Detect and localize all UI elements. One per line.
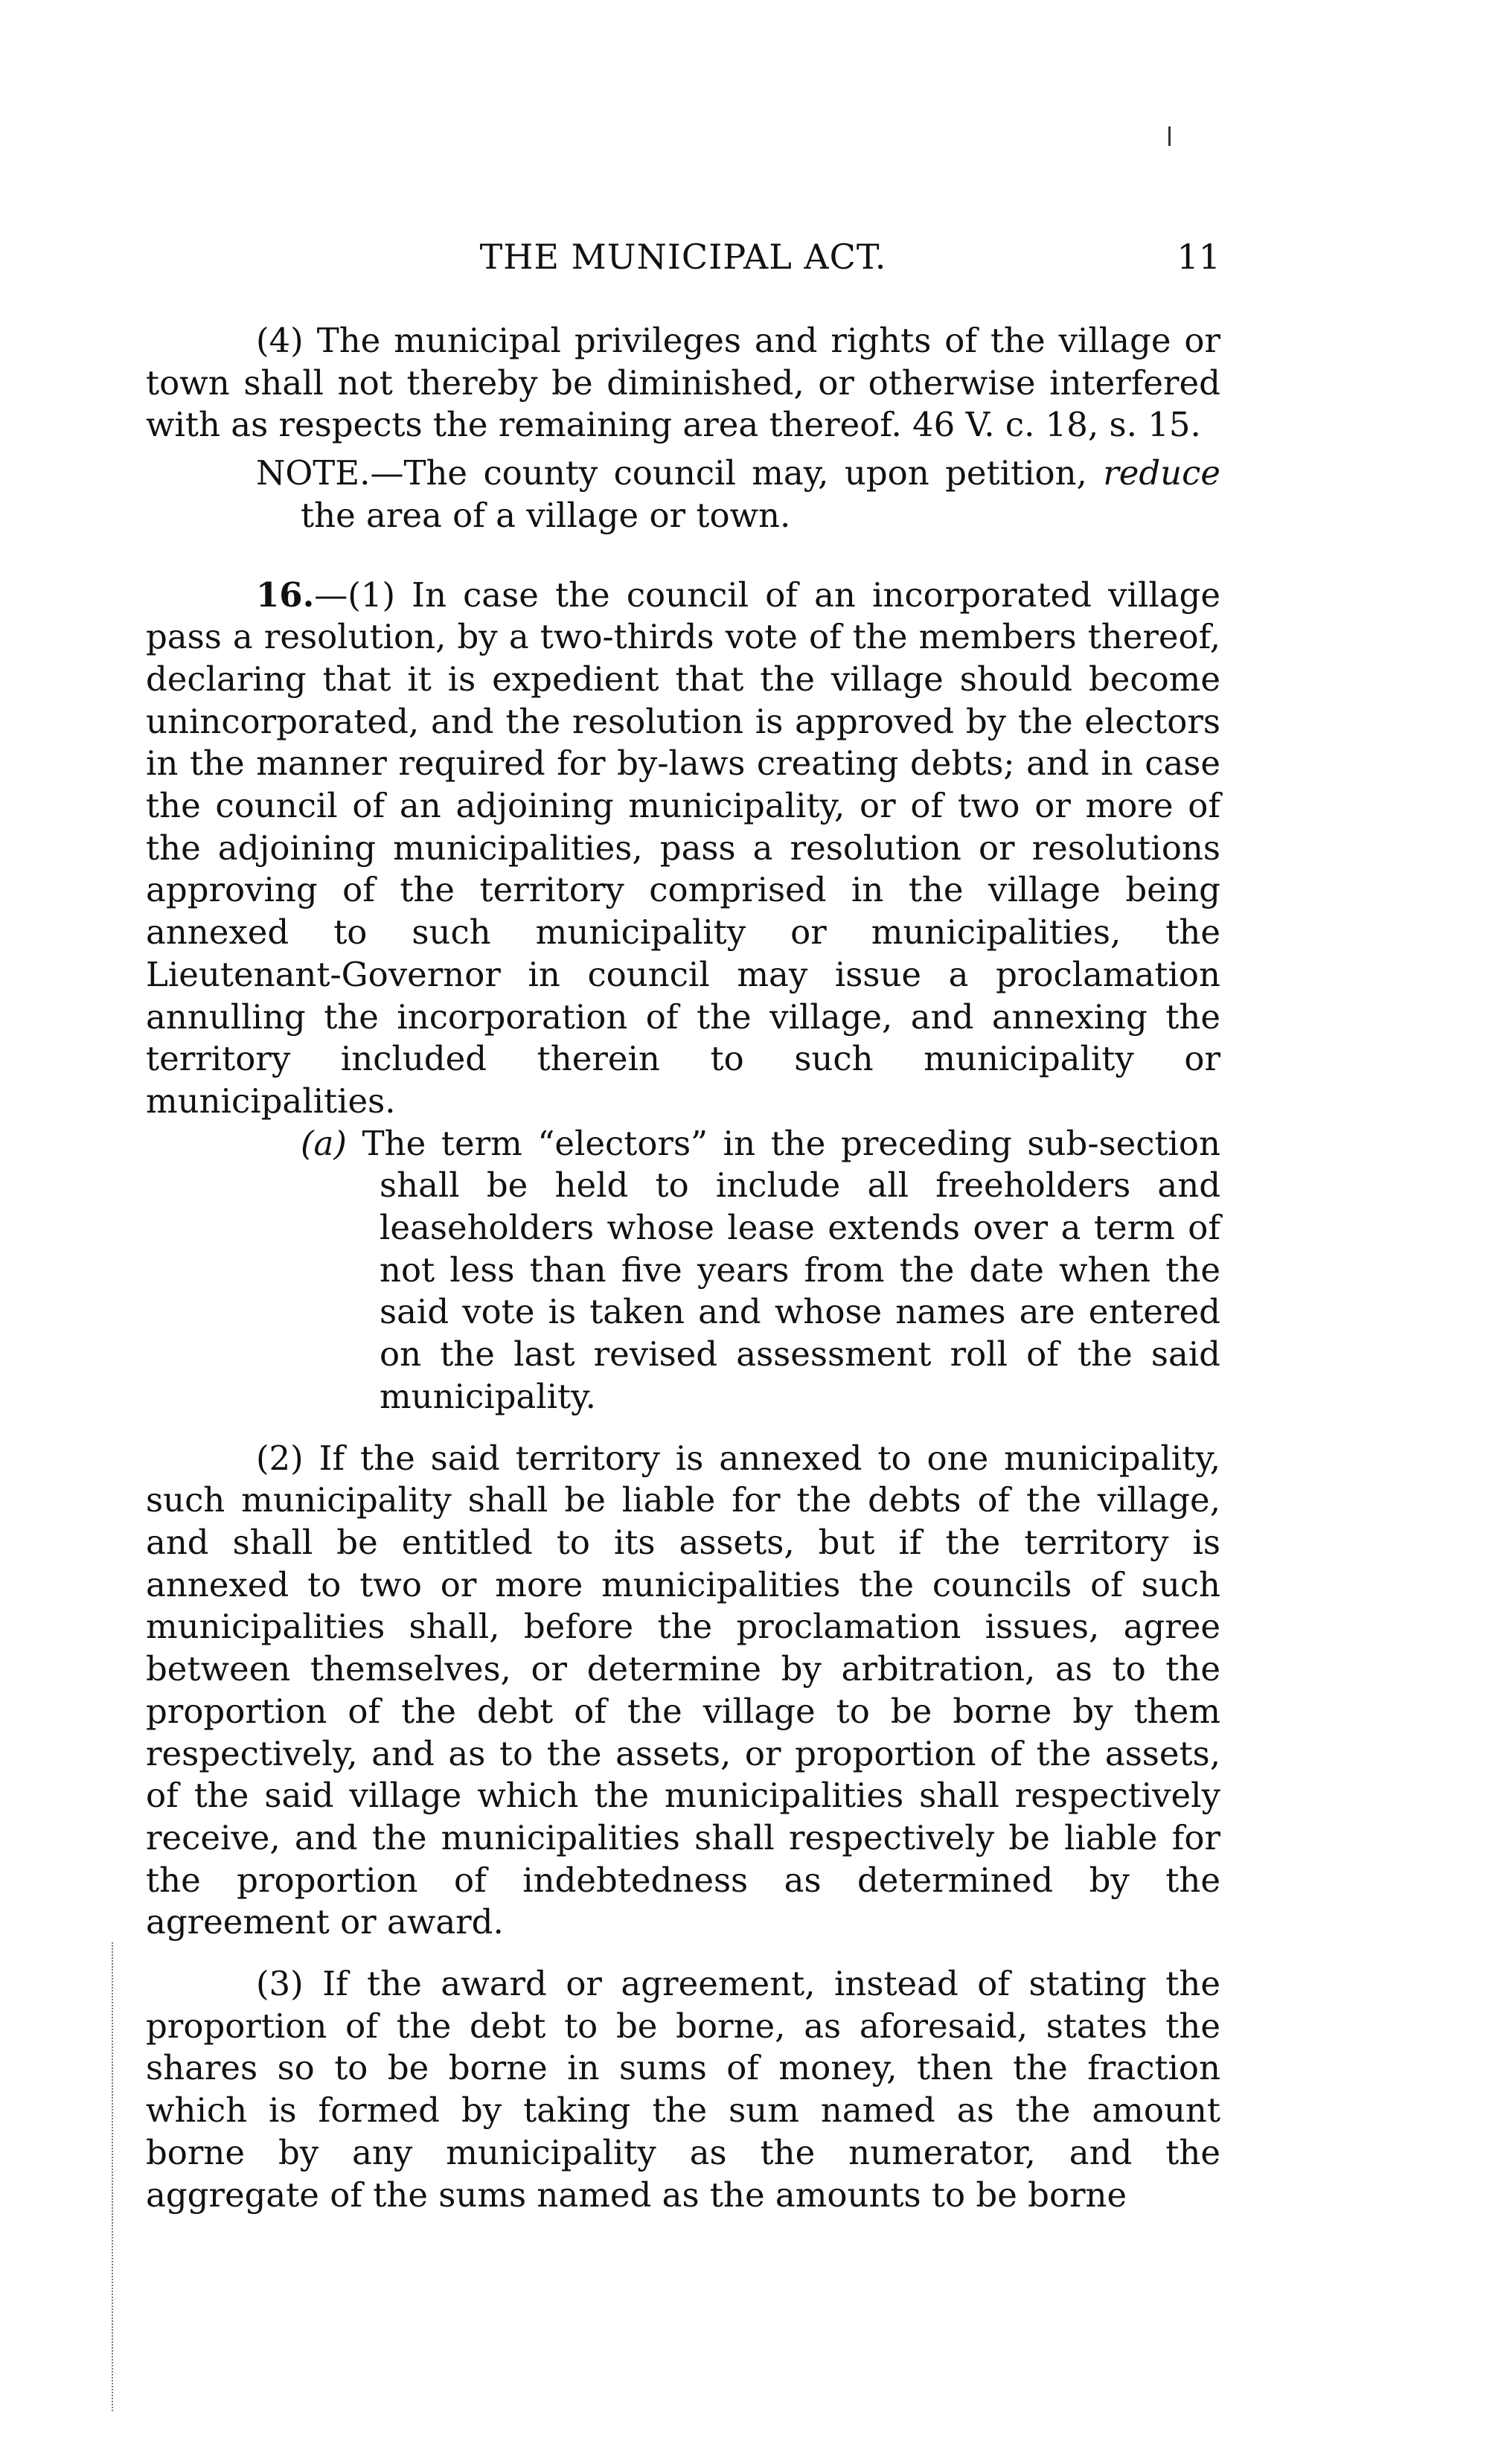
page-number: 11 <box>1177 237 1220 277</box>
section-spacer <box>146 537 1220 575</box>
clause-a-label: (a) <box>301 1123 347 1163</box>
section-number: 16. <box>256 575 315 615</box>
scan-mark <box>1168 127 1171 146</box>
section-16-subsection-3: (3) If the award or agreement, instead of stating the proportion of the debt to be borne, as aforesaid, states the shares so to be borne in sums of money, then the fraction which is formed by taking the sum named as the amount borne by any municipality as the numerator, and the aggregate of the sums named as the amounts to be borne <box>146 1964 1220 2215</box>
note-dash: — <box>370 453 404 493</box>
note-text-start: The county council may, upon petition, <box>403 453 1104 493</box>
clause-a-text: The term “electors” in the preceding sub-section shall be held to include all freeholders and leaseholders whose lease extends over a term of not less than five years from the date when the said vote is taken and whose names are entered on the last revised assessment roll of the said municipality. <box>346 1123 1220 1416</box>
note <box>256 452 1220 537</box>
body-text <box>146 320 1220 2216</box>
section-15-subsection-4: (4) The municipal privileges and rights of the village or town shall not thereby be diminished, or otherwise interfered with as respects the remaining area thereof. 46 V. c. 18, s. 15. <box>146 321 1220 445</box>
section-16-subsection-1 <box>146 575 1220 1123</box>
page-header <box>146 237 1220 281</box>
margin-scan-marks <box>112 1942 128 2411</box>
note-italic-word: reduce <box>1103 453 1220 493</box>
note-label: NOTE. <box>256 453 371 493</box>
note-text-end: the area of a village or town. <box>301 495 791 535</box>
paragraph-spacer <box>146 1418 1220 1438</box>
running-head: THE MUNICIPAL ACT. <box>479 237 887 277</box>
clause-a <box>301 1123 1220 1418</box>
paragraph-spacer <box>146 1944 1220 1963</box>
section-16-subsection-2: (2) If the said territory is annexed to one municipality, such municipality shall be liable for the debts of the village, and shall be entitled to its assets, but if the territory is annexed to two or more municipalities the councils of such municipalities shall, before the proclamation issues, agree between themselves, or determine by arbitration, as to the proportion of the debt of the village to be borne by them respectively, and as to the assets, or proportion of the assets, of the said village which the municipalities shall respectively receive, and the municipalities shall respectively be liable for the proportion of indebtedness as determined by the agreement or award. <box>146 1438 1220 1942</box>
subsection-1-text: —(1) In case the council of an incorporated village pass a resolution, by a two-thirds vote of the members thereof, declaring that it is expedient that the village should become unincorporated, and the resolution is approved by the electors in the manner required for by-laws creating debts; and in case the council of an adjoining municipality, or of two or more of the adjoining municipalities, pass a resolution or resolutions approving of the territory comprised in the village being annexed to such municipality or municipalities, the Lieutenant-Governor in council may issue a proclamation annulling the incorporation of the village, and annexing the territory included therein to such municipality or municipalities. <box>146 575 1220 1121</box>
